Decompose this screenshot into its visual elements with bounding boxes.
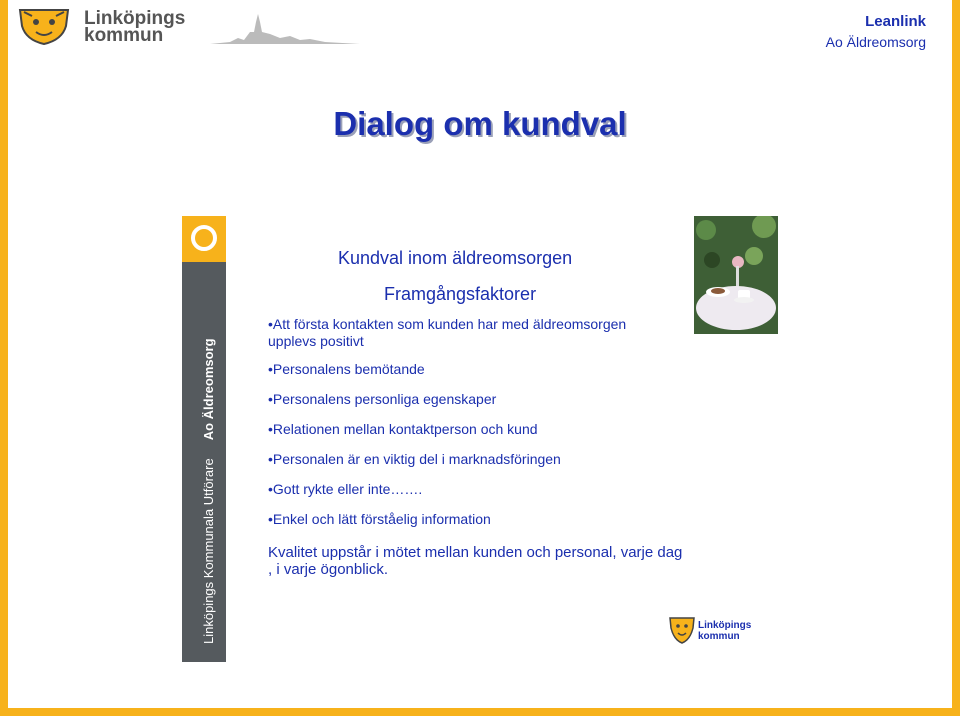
linkoping-header-logo	[14, 6, 226, 46]
page-title: Dialog om kundval	[333, 105, 627, 142]
footer-logo-line2: kommun	[698, 631, 740, 642]
list-item: •Relationen mellan kontaktperson och kund	[268, 421, 538, 437]
list-item: •Enkel och lätt förståelig information	[268, 511, 491, 527]
list-item: •Gott rykte eller inte…….	[268, 481, 423, 497]
sidebar	[182, 216, 226, 662]
closing-statement: Kvalitet uppstår i mötet mellan kunden och personal, varje dag , i varje ögonblick.	[268, 544, 683, 578]
sidebar-logo-box	[182, 216, 226, 262]
header-unit: Ao Äldreomsorg	[825, 34, 926, 50]
coffee-table-photo	[694, 216, 778, 334]
lion-crest-icon	[668, 616, 696, 644]
header-right	[826, 13, 926, 51]
header-leanlink: Leanlink	[865, 13, 926, 30]
list-item: •Personalen är en viktig del i marknadsföringen	[268, 451, 561, 467]
ring-icon	[191, 225, 217, 251]
sidebar-vertical-text	[184, 264, 224, 644]
sidebar-rotated-label	[201, 338, 216, 644]
list-item: •Personalens bemötande	[268, 361, 425, 377]
footer-logo	[668, 616, 760, 646]
header-logo-line1: Linköpings	[84, 8, 186, 29]
content-section-heading: Framgångsfaktorer	[384, 284, 537, 304]
sidebar-unit-text: Ao Äldreomsorg	[201, 338, 216, 441]
bullet-list	[268, 316, 678, 541]
list-item: •Personalens personliga egenskaper	[268, 391, 497, 407]
list-item: •Att första kontakten som kunden har med äldreomsorgen upplevs positivt	[268, 316, 627, 349]
content-subtitle: Kundval inom äldreomsorgen	[338, 248, 573, 268]
city-skyline-icon	[210, 12, 360, 46]
header-logo-line2: kommun	[84, 25, 164, 46]
photo-image	[694, 216, 778, 334]
sidebar-org-text: Linköpings Kommunala Utförare	[201, 458, 216, 644]
footer-logo-text	[698, 620, 751, 642]
footer-logo-line1: Linköpings	[698, 620, 752, 631]
frame-bottom	[0, 708, 960, 716]
header-logo-text	[84, 10, 185, 44]
lion-crest-icon	[14, 6, 74, 46]
